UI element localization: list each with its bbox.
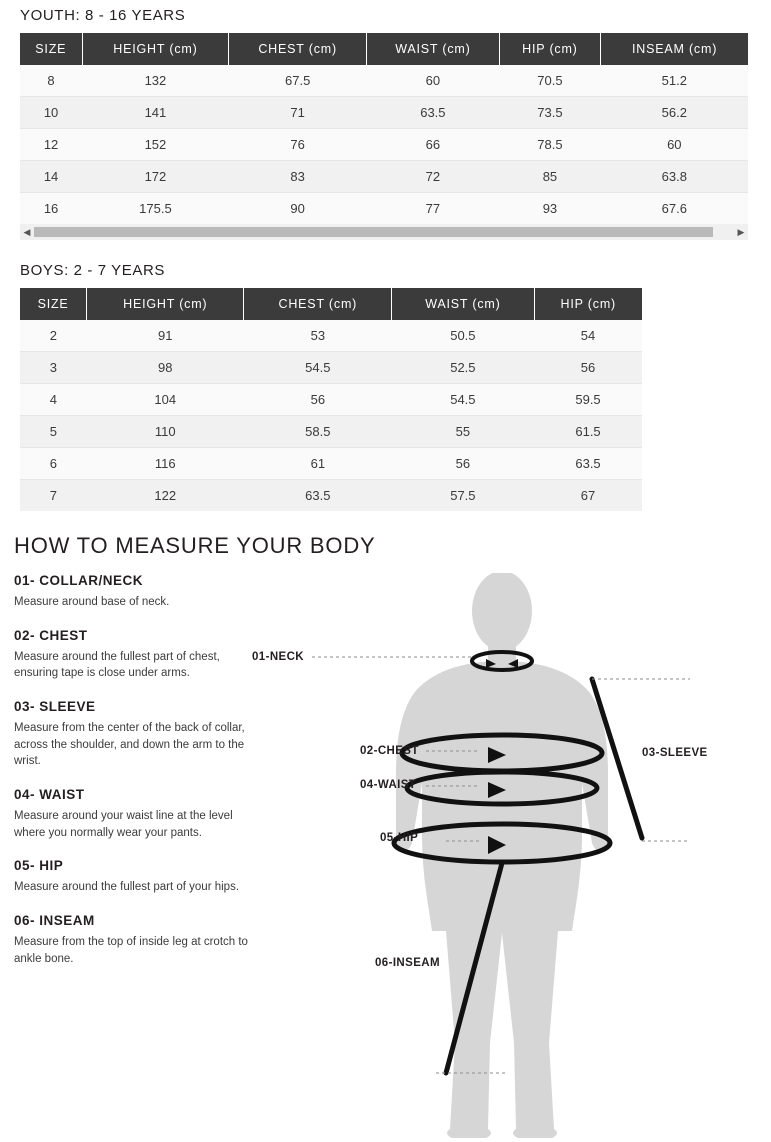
column-header-chest: CHEST (cm)	[244, 288, 392, 320]
cell: 56	[392, 448, 534, 480]
youth-header-row	[20, 33, 748, 65]
cell: 172	[82, 161, 229, 193]
measure-item-title: 05- HIP	[14, 858, 64, 874]
cell: 98	[87, 352, 244, 384]
column-header-waist: WAIST (cm)	[367, 33, 500, 65]
cell: 16	[20, 193, 82, 225]
cell: 51.2	[601, 65, 748, 97]
cell: 61.5	[534, 416, 642, 448]
table-row	[20, 352, 642, 384]
body-measurement-diagram	[250, 573, 750, 1138]
cell: 61	[244, 448, 392, 480]
column-header-hip: HIP (cm)	[534, 288, 642, 320]
table-row	[20, 384, 642, 416]
cell: 56.2	[601, 97, 748, 129]
column-header-chest: CHEST (cm)	[229, 33, 367, 65]
measure-item-sleeve	[14, 699, 250, 770]
cell: 63.5	[244, 480, 392, 512]
cell: 67	[534, 480, 642, 512]
table-row	[20, 65, 748, 97]
table-row	[20, 129, 748, 161]
cell: 58.5	[244, 416, 392, 448]
cell: 71	[229, 97, 367, 129]
cell: 85	[499, 161, 600, 193]
youth-table-wrap	[0, 33, 771, 224]
cell: 73.5	[499, 97, 600, 129]
cell: 5	[20, 416, 87, 448]
measure-item-desc: Measure around your waist line at the level where you normally wear your pants.	[14, 810, 233, 839]
table-row	[20, 416, 642, 448]
cell: 83	[229, 161, 367, 193]
scroll-left-arrow-icon[interactable]: ◀	[23, 226, 31, 237]
scroll-right-arrow-icon[interactable]: ▶	[737, 226, 745, 237]
measure-figure-area	[250, 573, 771, 1138]
cell: 54.5	[244, 352, 392, 384]
cell: 56	[244, 384, 392, 416]
cell: 4	[20, 384, 87, 416]
cell: 55	[392, 416, 534, 448]
cell: 57.5	[392, 480, 534, 512]
cell: 2	[20, 320, 87, 352]
figure-label-hip: 05-HIP	[380, 832, 419, 844]
body-silhouette-svg	[250, 573, 750, 1138]
boys-header-row	[20, 288, 642, 320]
figure-label-sleeve: 03-SLEEVE	[642, 747, 708, 759]
cell: 10	[20, 97, 82, 129]
cell: 3	[20, 352, 87, 384]
cell: 66	[367, 129, 500, 161]
cell: 6	[20, 448, 87, 480]
measure-item-title: 02- CHEST	[14, 627, 88, 643]
cell: 116	[87, 448, 244, 480]
table-row	[20, 448, 642, 480]
cell: 122	[87, 480, 244, 512]
youth-section-title: YOUTH: 8 - 16 YEARS	[20, 7, 186, 24]
boys-table-body	[20, 320, 642, 511]
cell: 54	[534, 320, 642, 352]
cell: 104	[87, 384, 244, 416]
cell: 67.6	[601, 193, 748, 225]
cell: 63.5	[534, 448, 642, 480]
measure-item-title: 04- WAIST	[14, 787, 85, 803]
figure-label-neck: 01-NECK	[252, 651, 305, 663]
cell: 50.5	[392, 320, 534, 352]
cell: 63.5	[367, 97, 500, 129]
measure-item-title: 01- COLLAR/NECK	[14, 573, 144, 588]
measure-item-title: 06- INSEAM	[14, 913, 95, 929]
youth-size-table	[20, 33, 748, 224]
measure-item-hip	[14, 858, 250, 896]
figure-label-inseam: 06-INSEAM	[375, 957, 440, 969]
cell: 52.5	[392, 352, 534, 384]
cell: 175.5	[82, 193, 229, 225]
cell: 132	[82, 65, 229, 97]
table-row	[20, 97, 748, 129]
youth-table-body	[20, 65, 748, 224]
cell: 60	[367, 65, 500, 97]
how-to-measure-body	[0, 573, 771, 1138]
measure-item-desc: Measure around the fullest part of your hips.	[14, 881, 240, 894]
cell: 59.5	[534, 384, 642, 416]
cell: 60	[601, 129, 748, 161]
cell: 78.5	[499, 129, 600, 161]
cell: 8	[20, 65, 82, 97]
cell: 53	[244, 320, 392, 352]
cell: 110	[87, 416, 244, 448]
table-row	[20, 320, 642, 352]
measure-item-desc: Measure from the top of inside leg at crotch to ankle bone.	[14, 936, 248, 965]
cell: 67.5	[229, 65, 367, 97]
cell: 72	[367, 161, 500, 193]
cell: 141	[82, 97, 229, 129]
how-to-measure-title: HOW TO MEASURE YOUR BODY	[14, 533, 376, 558]
table-row	[20, 480, 642, 512]
boys-table-wrap	[0, 288, 771, 511]
column-header-height: HEIGHT (cm)	[82, 33, 229, 65]
measure-item-desc: Measure around the fullest part of chest, ensuring tape is close under arms.	[14, 650, 220, 680]
cell: 14	[20, 161, 82, 193]
cell: 70.5	[499, 65, 600, 97]
boys-size-table	[20, 288, 642, 511]
measure-item-desc: Measure around base of neck.	[14, 596, 170, 608]
cell: 77	[367, 193, 500, 225]
boys-section-title: BOYS: 2 - 7 YEARS	[20, 262, 165, 279]
youth-table-horizontal-scrollbar[interactable]	[20, 224, 748, 240]
figure-label-chest: 02-CHEST	[360, 745, 419, 757]
cell: 56	[534, 352, 642, 384]
cell: 7	[20, 480, 87, 512]
boys-table-head	[20, 288, 642, 320]
cell: 76	[229, 129, 367, 161]
cell: 90	[229, 193, 367, 225]
column-header-inseam: INSEAM (cm)	[601, 33, 748, 65]
measure-instructions-list	[0, 573, 250, 984]
cell: 12	[20, 129, 82, 161]
cell: 93	[499, 193, 600, 225]
cell: 152	[82, 129, 229, 161]
scrollbar-thumb[interactable]	[34, 227, 713, 237]
column-header-hip: HIP (cm)	[499, 33, 600, 65]
column-header-size: SIZE	[20, 288, 87, 320]
column-header-height: HEIGHT (cm)	[87, 288, 244, 320]
table-row	[20, 161, 748, 193]
cell: 54.5	[392, 384, 534, 416]
measure-item-title: 03- SLEEVE	[14, 699, 96, 715]
youth-table-head	[20, 33, 748, 65]
measure-item-inseam	[14, 913, 250, 967]
measure-item-collar-neck	[14, 573, 250, 611]
measure-item-chest	[14, 628, 250, 682]
measure-item-desc: Measure from the center of the back of collar, across the shoulder, and down the arm to the wrist.	[14, 722, 245, 768]
cell: 91	[87, 320, 244, 352]
column-header-waist: WAIST (cm)	[392, 288, 534, 320]
cell: 63.8	[601, 161, 748, 193]
measure-item-waist	[14, 787, 250, 841]
column-header-size: SIZE	[20, 33, 82, 65]
scrollbar-track[interactable]	[34, 227, 734, 237]
table-row	[20, 193, 748, 225]
figure-label-waist: 04-WAIST	[360, 779, 417, 791]
